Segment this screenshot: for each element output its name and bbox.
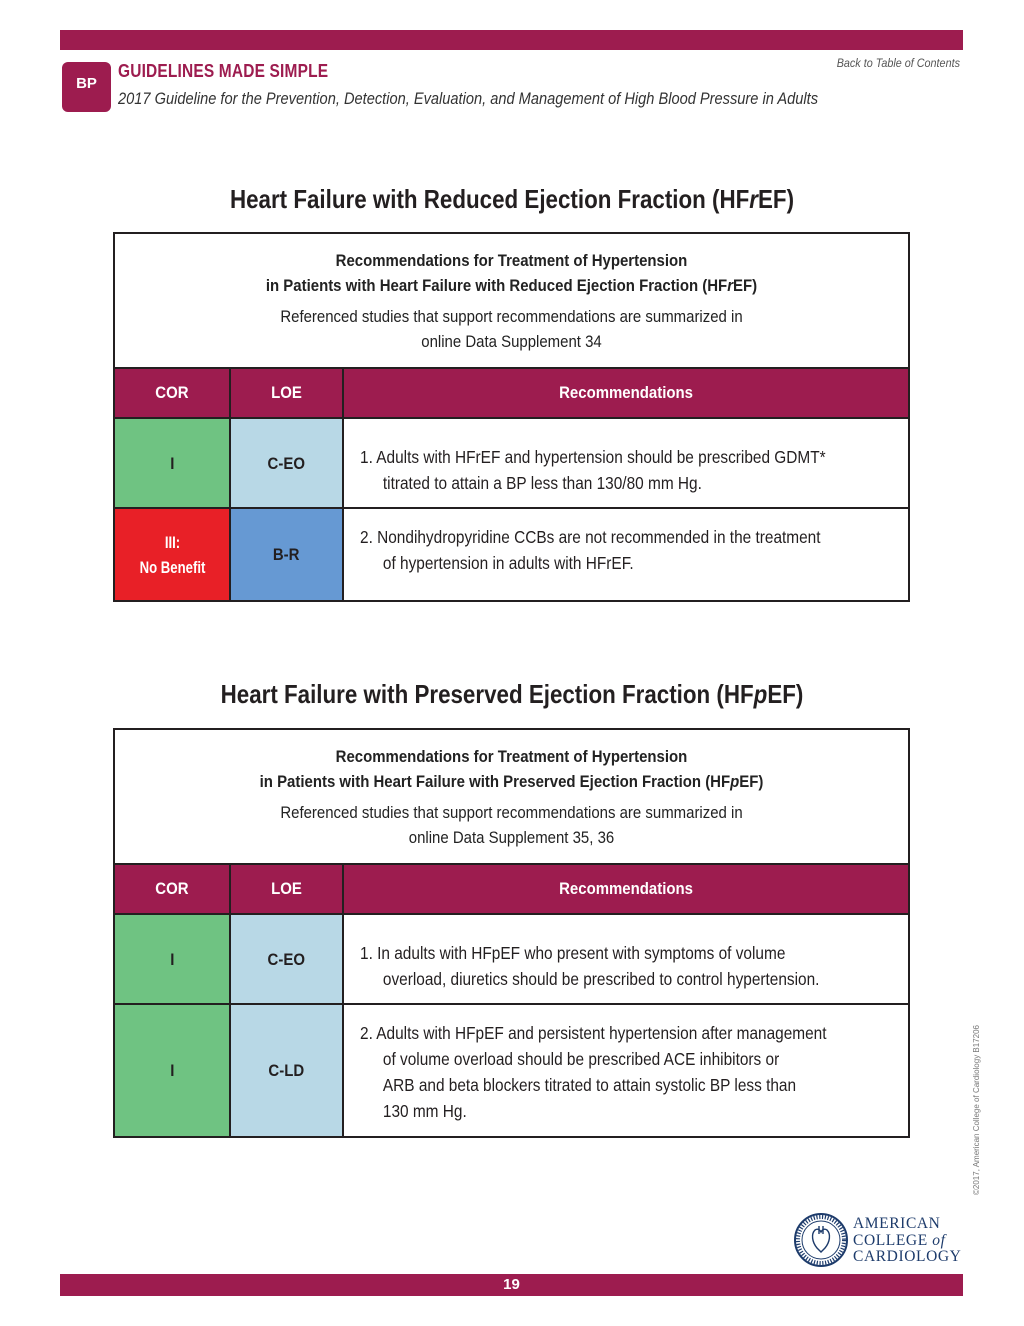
recommendation-text [344, 419, 908, 507]
supplement-note-line-2: online Data Supplement 34 [421, 332, 602, 351]
recommendation-line: of hypertension in adults with HFrEF. [382, 553, 634, 573]
loe-value: C-EO [267, 949, 306, 969]
loe-value: B-R [273, 545, 300, 564]
table-row [115, 915, 908, 1005]
recommendation-table-hfpef [113, 728, 910, 1138]
table-title-line-1: Recommendations for Treatment of Hypertension [335, 747, 688, 766]
cor-value-line-1: III: [164, 532, 180, 552]
acc-logo [793, 1212, 963, 1272]
header-recommendations [344, 865, 908, 913]
recommendation-line: 130 mm Hg. [382, 1101, 467, 1121]
logo-line-2-italic: of [932, 1231, 946, 1249]
back-to-toc-link[interactable]: Back to Table of Contents [836, 56, 960, 70]
recommendation-line: overload, diuretics should be prescribed to control hypertension. [382, 969, 820, 989]
title-italic: p [753, 679, 768, 709]
t2-pre: in Patients with Heart Failure with Reduced Ejection Fraction (HF [265, 276, 728, 295]
header-loe [231, 865, 344, 913]
bp-badge [62, 62, 111, 112]
header-rec-label: Recommendations [559, 383, 693, 402]
table-row [115, 509, 908, 600]
acc-wordmark [853, 1216, 961, 1266]
cor-value [135, 530, 210, 580]
recommendation-line: 2. Nondihydropyridine CCBs are not recommended in the treatment [360, 527, 821, 547]
cor-value-line-2: No Benefit [139, 557, 205, 577]
table-caption [115, 234, 908, 369]
recommendation-line: 2. Adults with HFpEF and persistent hypertension after management [360, 1023, 827, 1043]
loe-cell [231, 1005, 344, 1136]
loe-cell [231, 419, 344, 507]
cor-value: I [169, 949, 175, 969]
supplement-note-line-1: Referenced studies that support recommendations are summarized in [280, 803, 743, 822]
copyright-notice: ©2017, American College of Cardiology B17206 [972, 1025, 981, 1195]
section-title-hfpef [72, 679, 953, 710]
table-title-line-2 [163, 273, 861, 298]
header-cor-label: COR [155, 879, 189, 898]
table-header-row [115, 369, 908, 419]
t2-italic: r [727, 276, 734, 295]
cor-cell [115, 419, 231, 507]
t2-post: EF) [733, 276, 758, 295]
title-text-end: EF) [758, 184, 795, 214]
t2-post: EF) [739, 772, 764, 791]
header-loe [231, 369, 344, 417]
page-number: 19 [503, 1276, 520, 1293]
cor-value: I [169, 1061, 175, 1080]
header-loe-label: LOE [271, 383, 302, 402]
logo-line-1: AMERICAN [853, 1215, 941, 1232]
loe-cell [231, 509, 344, 600]
logo-line-2-text: COLLEGE [853, 1231, 928, 1249]
t2-italic: p [730, 772, 740, 791]
table-title-line-2 [163, 769, 861, 794]
loe-value: C-EO [267, 453, 306, 473]
table-row [115, 419, 908, 509]
recommendation-text [344, 509, 908, 600]
section-title-hfref [72, 184, 953, 215]
table-caption [115, 730, 908, 865]
recommendation-line: titrated to attain a BP less than 130/80 mm Hg. [382, 473, 702, 493]
table-title-line-1: Recommendations for Treatment of Hypertension [335, 251, 688, 270]
loe-value: C-LD [268, 1061, 305, 1080]
header-recommendations [344, 369, 908, 417]
bp-badge-label: BP [76, 75, 97, 92]
guideline-subtitle: 2017 Guideline for the Prevention, Detection, Evaluation, and Management of High Blood Pressure in Adults [118, 89, 819, 108]
recommendation-line: of volume overload should be prescribed ACE inhibitors or [382, 1049, 780, 1069]
recommendation-table-hfref [113, 232, 910, 602]
cor-cell [115, 915, 231, 1003]
brand-title: GUIDELINES MADE SIMPLE [118, 61, 329, 81]
recommendation-line: 1. In adults with HFpEF who present with symptoms of volume [360, 943, 786, 963]
header-cor-label: COR [155, 383, 189, 402]
cor-cell [115, 1005, 231, 1136]
cor-value: I [169, 453, 175, 473]
header-loe-label: LOE [271, 879, 302, 898]
supplement-note-line-1: Referenced studies that support recommendations are summarized in [280, 307, 743, 326]
loe-cell [231, 915, 344, 1003]
header-cor [115, 369, 231, 417]
logo-line-3: CARDIOLOGY [853, 1248, 962, 1265]
top-banner-bar [60, 30, 963, 50]
table-header-row [115, 865, 908, 915]
recommendation-line: 1. Adults with HFrEF and hypertension should be prescribed GDMT* [360, 447, 826, 467]
title-text: Heart Failure with Reduced Ejection Fraction (HF [229, 184, 750, 214]
t2-pre: in Patients with Heart Failure with Preserved Ejection Fraction (HF [259, 772, 731, 791]
recommendation-text [344, 915, 908, 1003]
header-cor [115, 865, 231, 913]
supplement-note-line-2: online Data Supplement 35, 36 [408, 828, 615, 847]
title-text-end: EF) [767, 679, 804, 709]
acc-seal-icon [793, 1212, 849, 1268]
recommendation-text [344, 1005, 908, 1136]
logo-line-2 [853, 1233, 961, 1250]
recommendation-line: ARB and beta blockers titrated to attain systolic BP less than [382, 1075, 797, 1095]
cor-cell [115, 509, 231, 600]
footer-bar [60, 1274, 963, 1296]
table-row [115, 1005, 908, 1136]
header-rec-label: Recommendations [559, 879, 693, 898]
title-italic: r [749, 184, 759, 214]
title-text: Heart Failure with Preserved Ejection Fraction (HF [220, 679, 754, 709]
